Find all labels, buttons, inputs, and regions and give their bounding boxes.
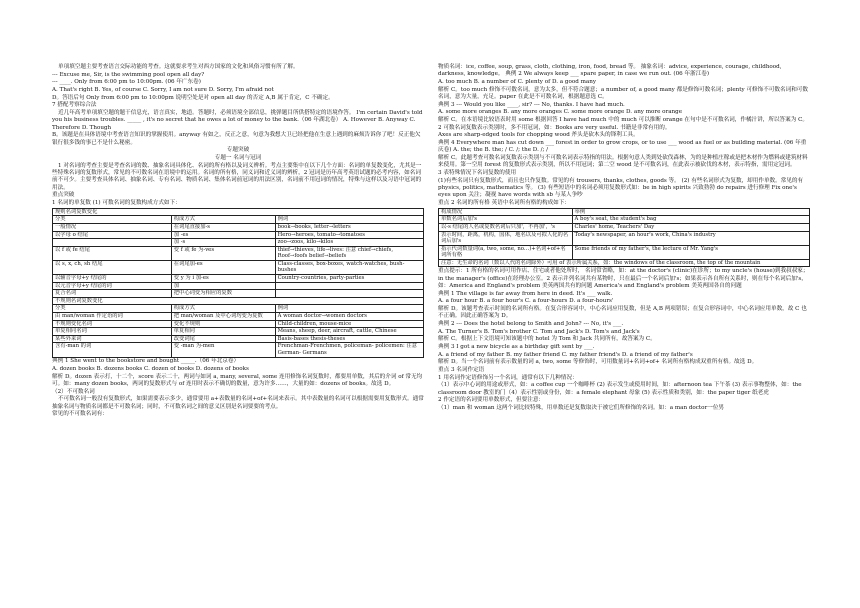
- paragraph: 解析 D。该题考查表示时间的名词所有格。在复合形容词中，中心名词应用复数，但是 A,B 两项错误；在复合形容词中，中心名词应用单数，故 C 也不正确。因此正确答案为 D。: [438, 305, 807, 320]
- paragraph: 近几年高考单项填空题的题干信息充，语言真实，地道。答题时，必须语境全部信息，挑弹题目所供搭特定的语境作答。 I'm certain David's told you his business troubles. _____ , it's no secret that he owes a lot of money to the bank.（06 年湖北卷） A. However B. Anyway C. Therefore D. Though: [52, 110, 423, 131]
- table-cell: 加 -s: [171, 239, 275, 247]
- table-cell: 举例: [572, 208, 809, 216]
- table-cell: 不规则名词复数变化: [53, 297, 424, 305]
- table-cell: A boy's seat, the student's bag: [572, 216, 809, 224]
- left-column: [52, 64, 424, 419]
- paragraph: A. The Turner's B. Tom's brother C. Tom and Jack's D. Tom's and Jack's: [438, 328, 640, 335]
- table-cell: 加 -es: [171, 231, 275, 239]
- table-row: [53, 246, 424, 260]
- table-row: [53, 328, 424, 336]
- table-cell: zoo→zoos, kilo→kilos: [275, 239, 423, 247]
- paragraph: (1)有些名词只有复数形式，而且也只作复数。常见的有 trousers, thanks, clothes, goods 等。 (2) 有些名词形式为复数，却用作单数。常见的有 physics, politics, mathematics 等。 (3) 有些短语中的名词必须用复数形式如：be in high spirits 兴致勃勃 do repairs 进行修理 Fix one's eyes upon 关注；凝视 have words with sb 与某人争吵: [438, 177, 804, 199]
- table-cell: 以字母 o 结尾: [53, 231, 172, 239]
- table-cell: 在词尾直接加-s: [171, 223, 275, 231]
- table-cell: 变 -man 为-men: [171, 343, 275, 357]
- table-row: [439, 231, 810, 245]
- table-cell: Country-countries, party-parties: [275, 275, 423, 283]
- table-row: [439, 259, 810, 267]
- table-row: [53, 208, 424, 216]
- table-cell: 分类: [53, 216, 172, 224]
- table-cell: Frenchman-Frenchmen, policeman- policemen: 注意 German- Germans: [275, 343, 423, 357]
- paragraph: 2 可数名词复数表示类别时，多不用冠词，如：Books are very useful. 书籍是非常有用的。: [438, 124, 671, 131]
- table-cell: thief→thieves, life→lives: 注意 chief→chiefs, Roof→foofs belief→beliefs: [275, 246, 423, 260]
- paragraph: 重点 2 名词的所有格 英语中名词所有格的构成如下：: [438, 200, 570, 207]
- content-table: [52, 208, 424, 358]
- table-cell: [53, 239, 172, 247]
- table-cell: 以 f 或 fe 结尾: [53, 246, 172, 260]
- table-row: [53, 290, 424, 298]
- table-cell: [275, 290, 423, 298]
- table-cell: 构成情况: [439, 208, 573, 216]
- table-cell: Class-classes, box-boxes, watch-watches, bush-bushes: [275, 260, 423, 274]
- table-cell: 构成方式: [171, 305, 275, 313]
- table-row: [53, 231, 424, 239]
- paragraph: 解析 C。在本语境比较语表时用 some 根据回答 I have had much 中的 much 可以推断 orange 在句中是不可数名词，作橘汁讲，所以答案为 C。: [438, 117, 808, 124]
- paragraph: A. some more oranges B. any more oranges C. some more orange D. any more orange: [438, 109, 683, 116]
- table-cell: 规则名词复数变化: [53, 208, 424, 216]
- table-cell: Today's newspaper, an hour's work, China's industry: [572, 231, 809, 245]
- table-cell: 以-s 结尾的人名或复数名词后只加'，不再加'，'s: [439, 223, 573, 231]
- table-cell: 某些外来词: [53, 335, 172, 343]
- table-row: [53, 313, 424, 321]
- table-cell: Means, sheep, deer, aircraft, cattle, Chinese: [275, 328, 423, 336]
- table-row: [53, 335, 424, 343]
- paragraph: 解析 D。当一个名词前有表示数量的词 a, two, some 等修饰时，可用数量词+名词+of+ 名词所有格构成双重所有格。故选 D。: [438, 359, 758, 366]
- table-cell: 指示代词数量词(a, two, some, no…)+名词+of+名词所有格: [439, 245, 573, 259]
- paragraph: 解析 D。dozen 表示打，十二个，score 表示二十，两词与如词 a, many, several, some 连用修饰名词复数时，都要用单数，其后的介词 of 常无均可。如：many dozen books，两词的复数形式与 of 连用时表示不确切的数量，意为许多……，大量的如：dozens of books。故选 D。: [52, 373, 423, 388]
- table-cell: 表示时间，距离，机构，国体，地名以及可拟人化的名词后加's: [439, 231, 573, 245]
- paragraph: D。答语后句 Only from 6:00 pm to 10:00pm 说明空处是对 open all day 的否定 A,B 属于肯定，C 不确定。: [52, 94, 334, 101]
- table-row: [53, 305, 424, 313]
- paragraph: （2）不可数名词: [52, 388, 95, 395]
- paragraph: 典例 1 She went to the bookstore and bought _____.（06 年北京卷）: [52, 358, 240, 365]
- table-cell: 在词尾加-es: [171, 260, 275, 274]
- table-cell: 以辅音字母+y 结尾的: [53, 275, 172, 283]
- table-cell: book→books, letter→letters: [275, 223, 423, 231]
- table-row: [439, 208, 810, 216]
- paragraph: --- ____. Only from 6:00 pm to 10:00pm. (06 年广东卷): [52, 79, 201, 86]
- paragraph: 1 对名词的考查主要是考查名词的数、抽象名词具体化、名词的所有格以及词义辨析。考点主要集中在以下几个方面：名词的单复数变化，尤其是一些特殊名词的复数形式，常见的不可数名词在语境中的运用。名词的所有格，同义词和近义词的辨析，2 冠词是历年高考英语试题的必考内容，如名词前不可少。主要考查具体名词、抽象名词、专有名词、物质名词、集体名词前冠词的用法区别，名词前不用冠词的情况，特殊与这样以及习语中冠词的用法。: [52, 162, 422, 191]
- paragraph: 典例 1 The village is far away from here in deed. It's ___ walk.: [438, 290, 613, 297]
- table-row: [53, 216, 424, 224]
- section-heading: 专题一 名词与冠词: [214, 155, 262, 162]
- paragraph: 2 作定语的名词要用单数形式，但要注意：: [438, 397, 545, 404]
- paragraph: --- Excuse me, Sir, is the swimming pool open all day?: [52, 71, 205, 78]
- table-cell: Charles' home, Teachers' Day: [572, 223, 809, 231]
- paragraph: A. dozen books B. dozens books C. dozen of books D. dozens of books: [52, 366, 249, 373]
- content-table: [438, 208, 810, 268]
- table-row: [53, 343, 424, 357]
- table-cell: Child-children, mouse-mice: [275, 320, 423, 328]
- paragraph: 重点提示：1 所有格的名词可用作店、住宅或者他处所时， 名词常省略，如：at the doctor's (clinic)在诊所；to my uncle's (house)到我叔叔家；in the manager's (office)在经理办公室。2 表示并列名词共有某物时，只在最后一个名词后加's；如果表示各自所有关系时，则在每个名词后加's，如：America and England's problem 美英两国共有的问题 America's and England's problem 美英两国各自的问题: [438, 268, 809, 289]
- table-cell: Some friends of my father's, the lecture of Mr. Yang's: [572, 245, 809, 259]
- table-cell: 变 f 或 fe 为-ves: [171, 246, 275, 260]
- paragraph: 常见的不可数名词有：: [52, 411, 108, 418]
- table-cell: 以元音字母+y 结尾的词: [53, 282, 172, 290]
- paragraph: A. a four hour B. a four hour's C. a four-hours D. a four-hours': [438, 298, 614, 305]
- paragraph: A. too much B. a number of C. plenty of D. a good many: [438, 78, 596, 85]
- table-cell: 例词: [275, 216, 423, 224]
- paragraph: 1 用名词作定语修饰另一个名词，通常有以下几种情况：: [438, 374, 578, 381]
- table-cell: 变化不规则: [171, 320, 275, 328]
- paragraph: 解析 C。too much 修饰不可数名词，意为太多，但不符合题意；a number of, a good many 都是修饰可数名词；plenty 可修饰不可数名词和可数名词，意为大量，充足。paper 在此是不可数名词，根据题意选 C。: [438, 86, 808, 100]
- paragraph: （1）man 和 woman 这两个词比较特殊，用单数还是复数取决于被它们所修饰的名词。如：a man doctor一位男: [438, 405, 725, 412]
- table-row: [439, 223, 810, 231]
- table-cell: Hero→heroes, tomato→tomatoes: [275, 231, 423, 239]
- table-cell: 分类: [53, 305, 172, 313]
- table-cell: 变 y 为 i 加-es: [171, 275, 275, 283]
- table-cell: 单复相同名词: [53, 328, 172, 336]
- paragraph: 单项填空题主要考查语言交际功能的考查。这就要求考生对西方国家的文化和风俗习惯有所了解。: [58, 64, 299, 70]
- paragraph: Axes are sharp-edged tools for chopping wood 斧头是砍木头的锋利工具。: [438, 132, 639, 139]
- table-row: [53, 275, 424, 283]
- table-cell: 以 s, x, ch, sh 结尾: [53, 260, 172, 274]
- paragraph: 典例 2 --- Does the hotel belong to Smith and John? --- No, it's ___.: [438, 320, 624, 327]
- table-cell: 构成方式: [171, 216, 275, 224]
- table-row: [53, 297, 424, 305]
- table-cell: 含有-man 的词: [53, 343, 172, 357]
- paragraph: （1）表示中心词的用途或形式，如：a coffee cup 一个咖啡杯 (2) 表示发生或使用时间，如：afternoon tea 下午茶 (3) 表示事物整体，如：the classroom door 教室的门（4）表示性别或身份，如：a female elephant 母象 (5) 表示性质和类别，如：the paper tiger 纸老虎: [438, 382, 802, 396]
- table-cell: 由 man/woman 作定语的词: [53, 313, 172, 321]
- table-cell: 不规则变化名词: [53, 320, 172, 328]
- paragraph: A. a friend of my father B. my father friend C. my father friend's D. a friend of my father's: [438, 351, 693, 358]
- table-row: [53, 282, 424, 290]
- paragraph: 物质名词：ice, coffee, soup, grass, cloth, clothing, iron, food, bread 等。 抽象名词：advice, experience, courage, childhood, darkness, knowledge。 典例 2 We always keep ___ spare paper, in case we run out. (06 年浙江卷): [438, 64, 782, 78]
- table-row: [439, 245, 810, 259]
- table-cell: 单数名词后加's: [439, 216, 573, 224]
- paragraph: 3 表特殊情况下名词复数的使用: [438, 170, 517, 177]
- table-row: [53, 223, 424, 231]
- table-cell: [275, 282, 423, 290]
- paragraph: B。该题是在具体语境中考查语言知识的掌握使用。anyway 有如之，反正之意，句意为我想大卫已经把他在生意上遇到的麻烦告诉你了吧！反正他欠银行很多钱的事已不是什么秘密。: [52, 132, 421, 146]
- paragraph: 典例 3 --- Would you like ____, sir? --- No, thanks. I have had much.: [438, 101, 625, 108]
- table-cell: 改变词尾: [171, 335, 275, 343]
- paragraph: 典例 3 I got a new bicycle as a birthday gift sent by ___.: [438, 343, 595, 350]
- paragraph: 不可数名词一般没有复数形式，如果需要表示多少，通常要用 a+表数量的名词+of+名词来表示。其中表数量的名词可以根据需要用复数形式。通常抽象名词与物质名词都是不可数名词；同时，不可数名词之间的意义区别是名词要要的考点。: [52, 396, 424, 410]
- table-cell: 加: [171, 282, 275, 290]
- table-cell: 注意：无生命的名词（数以人代的名词除外）可用 of 表示所属关系，如：the windows of the classroom, the top of the mountain: [439, 259, 810, 267]
- paragraph: 重点 3 名词作定语: [438, 367, 485, 374]
- paragraph: 典例 4 Everywhere man has cut down ___ forest in order to grow crops, or to use ___ wood as fuel or as building material. (06 年重庆卷) A. the; the B. the; / C. /; the D. /; /: [438, 140, 807, 154]
- paragraph: 解析 C。此题考查可数名词复数表示类别与不可数名词表示特指的用法。根据句意人类到处砍伐森林，为的是种植庄稼或是把木材作为燃料或建筑材料来使用。第一空用 forest 的复数形式表示类别，所以不用冠词；第二空 wood 是不可数名词，在此表示被砍伐的木材，表示特指，需用定冠词。: [438, 155, 808, 169]
- right-column: [438, 64, 810, 413]
- section-heading: 专题突破: [226, 147, 250, 154]
- table-cell: 例词: [275, 305, 423, 313]
- paragraph: 7 搭配考察综合法: [52, 102, 97, 109]
- table-cell: Basis-bases thesis-theses: [275, 335, 423, 343]
- table-cell: 把 man/woman 及中心词均变为复数: [171, 313, 275, 321]
- table-row: [439, 216, 810, 224]
- table-cell: 复合名词: [53, 290, 172, 298]
- table-cell: 把中心词变为相应的复数: [171, 290, 275, 298]
- table-cell: 单复相同: [171, 328, 275, 336]
- paragraph: 解析 C。根据上下文语境可知该题中的 hotel 为 Tom 和 Jack 共同所有，故答案为 C。: [438, 336, 656, 343]
- table-row: [53, 320, 424, 328]
- table-row: [53, 260, 424, 274]
- paragraph: 1 名词的单复数 (1) 可数名词的复数构成方式如下：: [52, 200, 181, 207]
- paragraph: A. That's right B. Yes, of course C. Sorry, I am not sure D. Sorry, I'm afraid not: [52, 87, 274, 94]
- table-cell: A woman doctor→women doctors: [275, 313, 423, 321]
- paragraph: 重点突破: [52, 192, 75, 199]
- table-row: [53, 239, 424, 247]
- table-cell: 一般情况: [53, 223, 172, 231]
